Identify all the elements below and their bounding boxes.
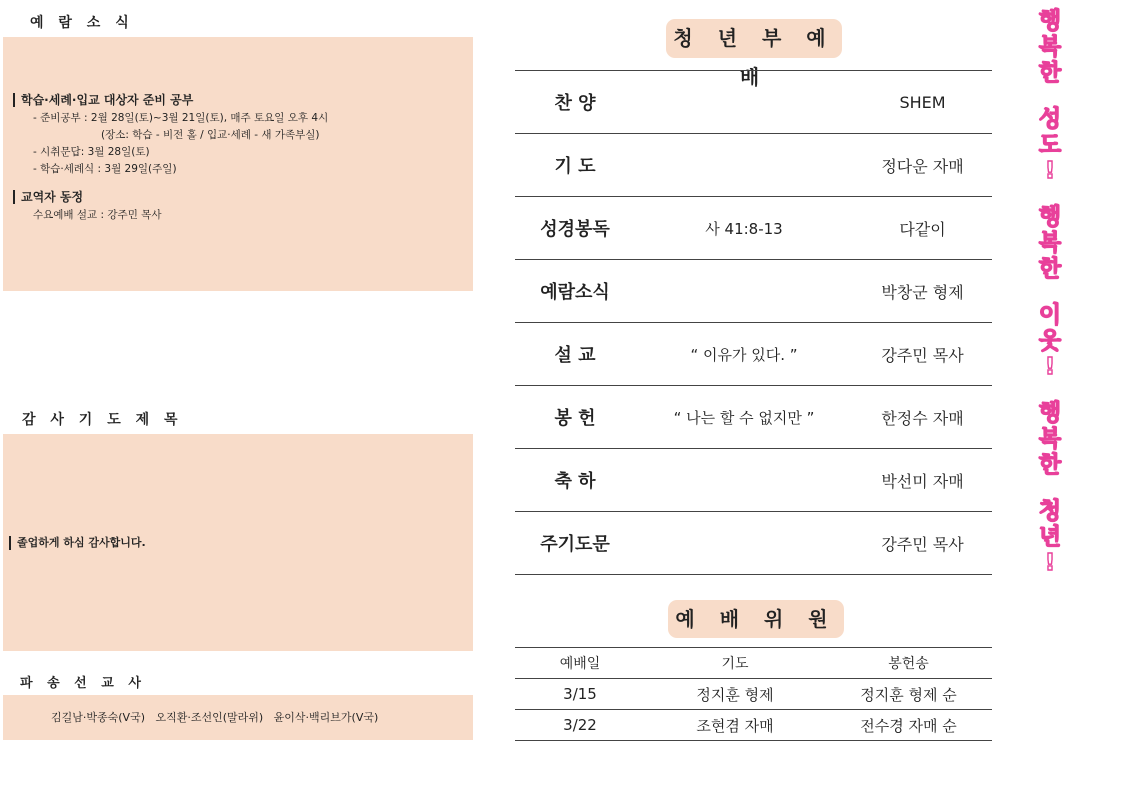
worship-row xyxy=(515,512,992,575)
worship-person: 강주민 목사 xyxy=(881,345,964,365)
thanks-panel xyxy=(3,434,473,651)
slogan-char: 행 xyxy=(1038,8,1062,34)
worship-detail: “ 이유가 있다. ” xyxy=(690,345,798,364)
committee-offering-song: 전수경 자매 순 xyxy=(860,716,957,735)
committee-header: 봉헌송 xyxy=(888,656,929,672)
news-line: (장소: 학습 - 비전 홀 / 입교·세례 - 새 가족부실) xyxy=(101,129,320,141)
slogan-char: 성 xyxy=(1038,106,1062,132)
news-item-head: 교역자 동정 xyxy=(13,190,468,204)
worship-row xyxy=(515,134,992,197)
worship-role: 찬 양 xyxy=(554,93,596,114)
slogan-char: ! xyxy=(1044,158,1056,184)
committee-title: 예 배 위 원 xyxy=(668,600,844,638)
committee-offering-song: 정지훈 형제 순 xyxy=(860,685,957,704)
slogan-char: 한 xyxy=(1038,60,1062,86)
worship-order-table xyxy=(515,70,992,575)
vertical-slogan xyxy=(1030,8,1070,576)
slogan-char: 년 xyxy=(1038,524,1062,550)
missionary-panel xyxy=(3,695,473,740)
slogan-char: 복 xyxy=(1038,426,1062,452)
news-line: - 시취문답: 3월 28일(토) xyxy=(33,146,150,158)
worship-detail: 사 41:8-13 xyxy=(705,219,783,238)
committee-header: 기도 xyxy=(721,656,749,672)
committee-header-row xyxy=(515,648,992,679)
worship-person: 박창군 형제 xyxy=(881,282,964,302)
worship-role: 설 교 xyxy=(554,345,596,366)
worship-person: 강주민 목사 xyxy=(881,534,964,554)
worship-row xyxy=(515,386,992,449)
news-line: - 학습·세례식 : 3월 29일(주일) xyxy=(33,163,177,175)
news-line: - 준비공부 : 2월 28일(토)~3월 21일(토), 매주 토요일 오후 4시 xyxy=(33,112,329,124)
slogan-char: 이 xyxy=(1038,302,1062,328)
worship-detail: “ 나는 할 수 없지만 ” xyxy=(673,408,815,427)
thanks-title: 감 사 기 도 제 목 xyxy=(22,412,183,428)
worship-person: 박선미 자매 xyxy=(881,471,964,491)
committee-prayer: 조현겸 자매 xyxy=(696,716,774,735)
slogan-char: 행 xyxy=(1038,400,1062,426)
committee-row xyxy=(515,710,992,741)
worship-role: 봉 헌 xyxy=(554,408,596,429)
missionary-text: 김길남·박종숙(V국) 오직환·조선인(말라위) 윤이삭·백리브가(V국) xyxy=(51,711,379,724)
news-panel xyxy=(3,37,473,291)
worship-row xyxy=(515,449,992,512)
committee-date: 3/22 xyxy=(563,716,597,734)
news-line: 수요예배 설교 : 강주민 목사 xyxy=(33,209,162,221)
worship-row xyxy=(515,71,992,134)
slogan-char: ! xyxy=(1044,354,1056,380)
worship-person: 한정수 자매 xyxy=(881,408,964,428)
committee-header: 예배일 xyxy=(559,656,601,672)
worship-row xyxy=(515,260,992,323)
worship-person: SHEM xyxy=(899,92,946,112)
worship-person: 다같이 xyxy=(899,219,946,239)
slogan-char: ! xyxy=(1044,550,1056,576)
slogan-char: 도 xyxy=(1038,132,1062,158)
slogan-char: 복 xyxy=(1038,230,1062,256)
slogan-char: 청 xyxy=(1038,498,1062,524)
slogan-char: 복 xyxy=(1038,34,1062,60)
worship-role: 예람소식 xyxy=(540,282,610,303)
committee-row xyxy=(515,679,992,710)
worship-title: 청 년 부 예 배 xyxy=(666,19,842,58)
slogan-char: 한 xyxy=(1038,256,1062,282)
worship-row xyxy=(515,197,992,260)
committee-date: 3/15 xyxy=(563,685,597,703)
slogan-char: 한 xyxy=(1038,452,1062,478)
slogan-char: 웃 xyxy=(1038,328,1062,354)
worship-role: 기 도 xyxy=(554,156,596,177)
thanks-item: 졸업하게 하심 감사합니다. xyxy=(9,536,146,550)
news-title: 예 람 소 식 xyxy=(30,15,134,31)
worship-role: 주기도문 xyxy=(540,534,610,555)
worship-person: 정다운 자매 xyxy=(881,156,964,176)
worship-row xyxy=(515,323,992,386)
worship-role: 성경봉독 xyxy=(540,219,610,240)
missionary-title: 파 송 선 교 사 xyxy=(20,676,146,691)
committee-table xyxy=(515,647,992,741)
news-item-head: 학습·세례·입교 대상자 준비 공부 xyxy=(13,93,468,107)
slogan-char: 행 xyxy=(1038,204,1062,230)
worship-role: 축 하 xyxy=(554,471,596,492)
committee-prayer: 정지훈 형제 xyxy=(696,685,774,704)
